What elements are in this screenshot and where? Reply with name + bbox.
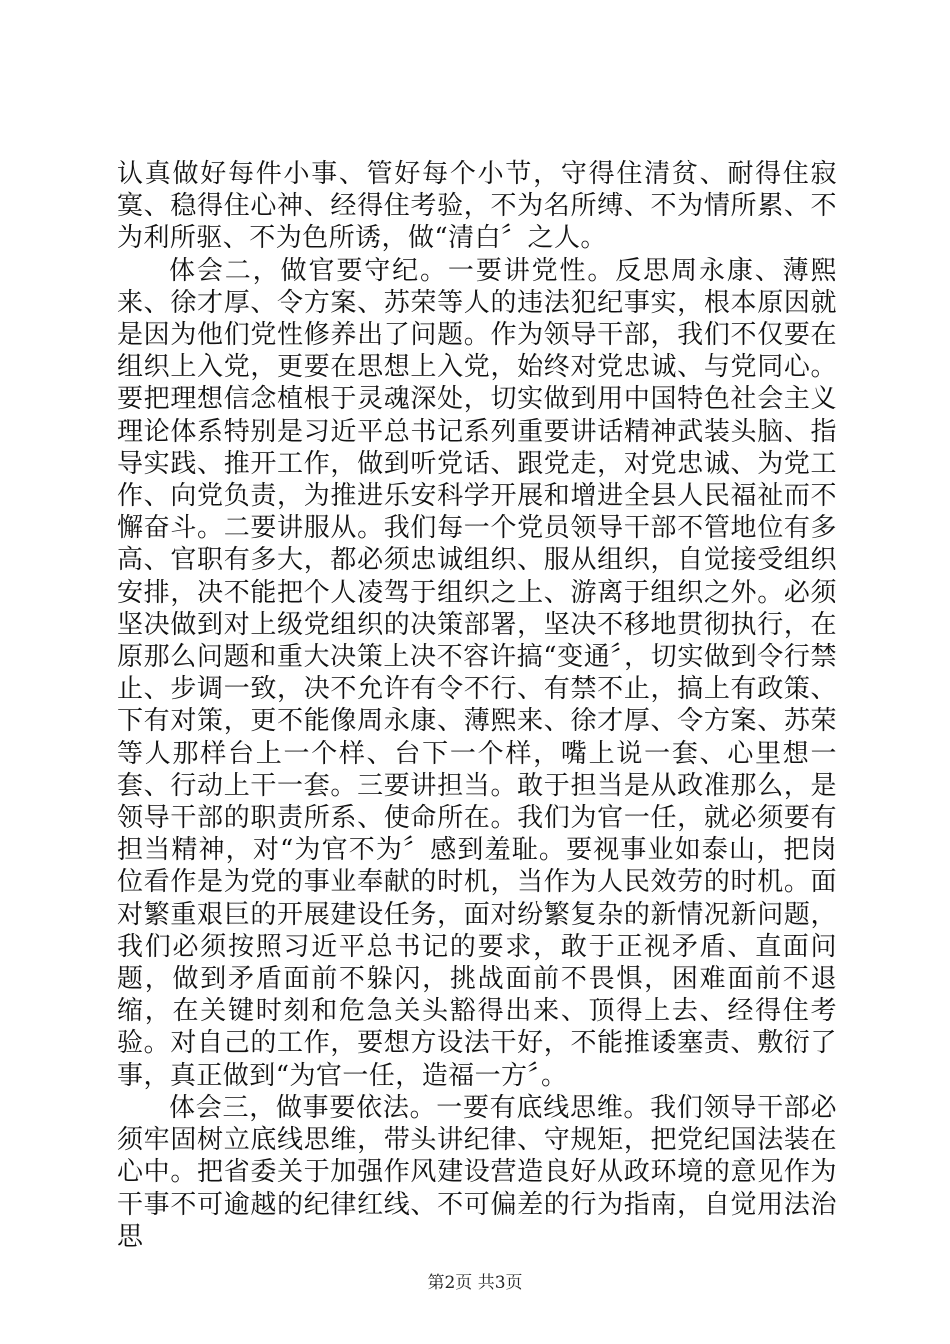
paragraph-insight-three: 体会三，做事要依法。一要有底线思维。我们领导干部必须牢固树立底线思维，带头讲纪律、守规矩，把党纪国法装在心中。把省委关于加强作风建设营造良好从政环境的意见作为干事不可逾越的纪律红线、不可偏差的行为指南，自觉用法治思: [117, 1092, 837, 1252]
paragraph-insight-two: 体会二，做官要守纪。一要讲党性。反思周永康、薄熙来、徐才厚、令方案、苏荣等人的违法犯纪事实，根本原因就是因为他们党性修养出了问题。作为领导干部，我们不仅要在组织上入党，更要在思想上入党，始终对党忠诚、与党同心。要把理想信念植根于灵魂深处，切实做到用中国特色社会主义理论体系特别是习近平总书记系列重要讲话精神武装头脑、指导实践、推开工作，做到听党话、跟党走，对党忠诚、为党工作、向党负责，为推进乐安科学开展和增进全县人民福祉而不懈奋斗。二要讲服从。我们每一个党员领导干部不管地位有多高、官职有多大，都必须忠诚组织、服从组织，自觉接受组织安排，决不能把个人凌驾于组织之上、游离于组织之外。必须坚决做到对上级党组织的决策部署，坚决不移地贯彻执行，在原那么问题和重大决策上决不容许搞“变通〞，切实做到令行禁止、步调一致，决不允许有令不行、有禁不止，搞上有政策、下有对策，更不能像周永康、薄熙来、徐才厚、令方案、苏荣等人那样台上一个样、台下一个样，嘴上说一套、心里想一套、行动上干一套。三要讲担当。敢于担当是从政准那么，是领导干部的职责所系、使命所在。我们为官一任，就必须要有担当精神，对“为官不为〞感到羞耻。要视事业如泰山，把岗位看作是为党的事业奉献的时机，当作为人民效劳的时机。面对繁重艰巨的开展建设任务，面对纷繁复杂的新情况新问题，我们必须按照习近平总书记的要求，敢于正视矛盾、直面问题，做到矛盾面前不躲闪，挑战面前不畏惧，困难面前不退缩，在关键时刻和危急关头豁得出来、顶得上去、经得住考验。对自己的工作，要想方设法干好，不能推诿塞责、敷衍了事，真正做到“为官一任，造福一方〞。: [117, 255, 837, 1091]
paragraph-continuation: 认真做好每件小事、管好每个小节，守得住清贫、耐得住寂寞、稳得住心神、经得住考验，不为名所缚、不为情所累、不为利所驱、不为色所诱，做“清白〞之人。: [117, 159, 837, 254]
body-text: [117, 158, 837, 1253]
page-footer: 第2页 共3页: [427, 1273, 523, 1293]
